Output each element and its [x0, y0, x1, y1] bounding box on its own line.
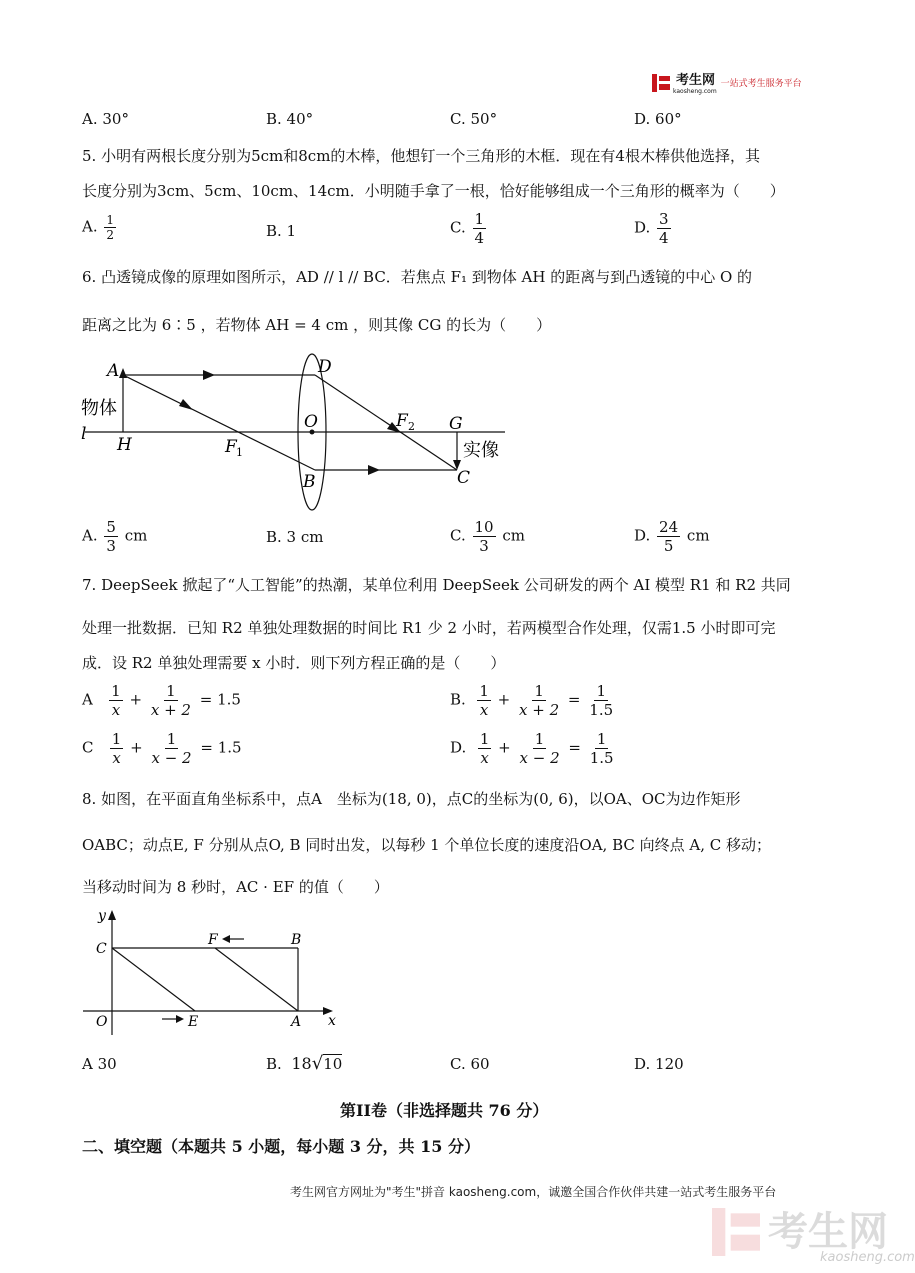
- label-O: O: [304, 412, 318, 432]
- logo-url: kaosheng.com: [673, 88, 717, 95]
- y-axis-arrow: [108, 910, 116, 920]
- q6-option-a: A. $\frac{5}{3}$ cm: [82, 518, 148, 555]
- label-l: l: [81, 424, 87, 444]
- q5-line1: 5. 小明有两根长度分别为5cm和8cm的木棒，他想钉一个三角形的木框．现在有4根木棒供他选择，其: [82, 147, 760, 165]
- q7-option-c: C $\frac{1}{x}$ + $\frac{1}{x - 2}$ = 1.5: [82, 730, 242, 767]
- label-F: F: [208, 932, 218, 948]
- part-ii-title: 第II卷（非选择题共 76 分）: [340, 1101, 549, 1120]
- label-B: B: [303, 472, 316, 492]
- logo-slogan: 一站式考生服务平台: [720, 79, 802, 89]
- q6-line1: 6. 凸透镜成像的原理如图所示，AD // l // BC．若焦点 F₁ 到物体 AH 的距离与到凸透镜的中心 O 的: [82, 268, 753, 286]
- q8-option-b-value: 18: [291, 1054, 312, 1073]
- q7-line2: 处理一批数据．已知 R2 单独处理数据的时间比 R1 少 2 小时，若两模型合作处理，仅需1.5 小时即可完: [82, 619, 776, 637]
- ray-DC: [315, 375, 457, 470]
- q5-option-b: B. 1: [266, 222, 297, 240]
- label-F2-sub: 2: [408, 420, 415, 433]
- q6-line2: 距离之比为 6∶5 ，若物体 AH = 4 cm ，则其像 CG 的长为（ ）: [82, 316, 552, 334]
- q7-line1: 7. DeepSeek 掀起了“人工智能”的热潮，某单位利用 DeepSeek 公司研发的两个 AI 模型 R1 和 R2 共同: [82, 576, 791, 594]
- q5-line2: 长度分别为3cm、5cm、10cm、14cm．小明随手拿了一根，恰好能够组成一个三角形的概率为（ ）: [82, 182, 785, 200]
- q8-line1: 8. 如图，在平面直角坐标系中，点A 坐标为(18, 0)，点C的坐标为(0, 6)，以OA、OC为边作矩形: [82, 790, 741, 808]
- logo-icon: [652, 74, 670, 92]
- label-O: O: [96, 1014, 108, 1030]
- q8-option-d: D. 120: [634, 1055, 684, 1073]
- label-D: D: [318, 357, 332, 377]
- rectangle-diagram: [78, 905, 348, 1040]
- ray-AB-arrow: [179, 399, 193, 410]
- q6-option-b: B. 3 cm: [266, 528, 324, 546]
- f-motion-arrow: [222, 935, 230, 943]
- watermark-logo-icon: [712, 1208, 760, 1256]
- q7-line3: 成．设 R2 单独处理需要 x 小时．则下列方程正确的是（ ）: [82, 654, 506, 672]
- ray-AB: [123, 375, 315, 470]
- watermark-url: kaosheng.com: [820, 1250, 915, 1265]
- section-heading: 二、填空题（本题共 5 小题，每小题 3 分，共 15 分）: [82, 1137, 480, 1156]
- logo-name: 考生网: [676, 73, 716, 88]
- label-image: 实像: [463, 440, 499, 461]
- label-A: A: [291, 1014, 302, 1030]
- label-E: E: [188, 1014, 199, 1030]
- q5-option-d: D. $\frac{3}{4}$: [634, 210, 669, 247]
- q4-option-a: A. 30°: [82, 110, 129, 128]
- q7-option-a: A $\frac{1}{x}$ + $\frac{1}{x + 2}$ = 1.5: [82, 682, 241, 719]
- segment-CE: [112, 948, 195, 1011]
- q6-option-d: D. $\frac{24}{5}$ cm: [634, 518, 710, 555]
- label-F1-sub: 1: [236, 446, 243, 459]
- label-B: B: [291, 932, 302, 948]
- label-C: C: [96, 941, 107, 957]
- footer-text: 考生网官方网址为"考生"拼音 kaosheng.com，诚邀全国合作伙伴共建一站式考生服务平台: [290, 1185, 777, 1199]
- label-F2: F: [396, 411, 408, 431]
- label-x: x: [328, 1013, 336, 1029]
- q8-line2: OABC；动点E, F 分别从点O, B 同时出发，以每秒 1 个单位长度的速度沿OA, BC 向终点 A, C 移动；: [82, 836, 771, 854]
- q4-option-b: B. 40°: [266, 110, 314, 128]
- q8-line3: 当移动时间为 8 秒时，AC · EF 的值（ ）: [82, 878, 389, 896]
- q8-option-a: A 30: [82, 1055, 117, 1073]
- q8-option-c: C. 60: [450, 1055, 490, 1073]
- q8-option-b: B. 18√10: [266, 1053, 343, 1074]
- segment-FA: [215, 948, 298, 1011]
- lens-diagram: [75, 350, 515, 520]
- q7-option-d: D. $\frac{1}{x}$ + $\frac{1}{x - 2}$ = $\frac{1}{1.5}$: [450, 730, 614, 767]
- q5-option-c: C. $\frac{1}{4}$: [450, 210, 485, 247]
- label-A: A: [107, 361, 120, 381]
- watermark-text: 考生网: [768, 1209, 888, 1255]
- q4-option-c: C. 50°: [450, 110, 498, 128]
- q5-option-a: A. $\frac{1}{2}$: [82, 213, 115, 242]
- q7-option-b: B. $\frac{1}{x}$ + $\frac{1}{x + 2}$ = $\frac{1}{1.5}$: [450, 682, 614, 719]
- q4-option-d: D. 60°: [634, 110, 682, 128]
- label-H: H: [117, 435, 132, 455]
- label-C: C: [457, 468, 471, 488]
- label-G: G: [449, 414, 463, 434]
- watermark: [712, 1208, 888, 1256]
- q6-option-c: C. $\frac{10}{3}$ cm: [450, 518, 525, 555]
- sqrt-symbol: √: [311, 1053, 324, 1074]
- q8-option-b-radicand: 10: [323, 1055, 343, 1073]
- e-motion-arrow: [176, 1015, 184, 1023]
- header-logo: [652, 70, 802, 95]
- ray-AD-arrow: [203, 370, 215, 380]
- label-y: y: [98, 908, 106, 924]
- label-F1: F: [225, 437, 237, 457]
- ray-BC-arrow: [368, 465, 380, 475]
- label-object: 物体: [81, 398, 117, 419]
